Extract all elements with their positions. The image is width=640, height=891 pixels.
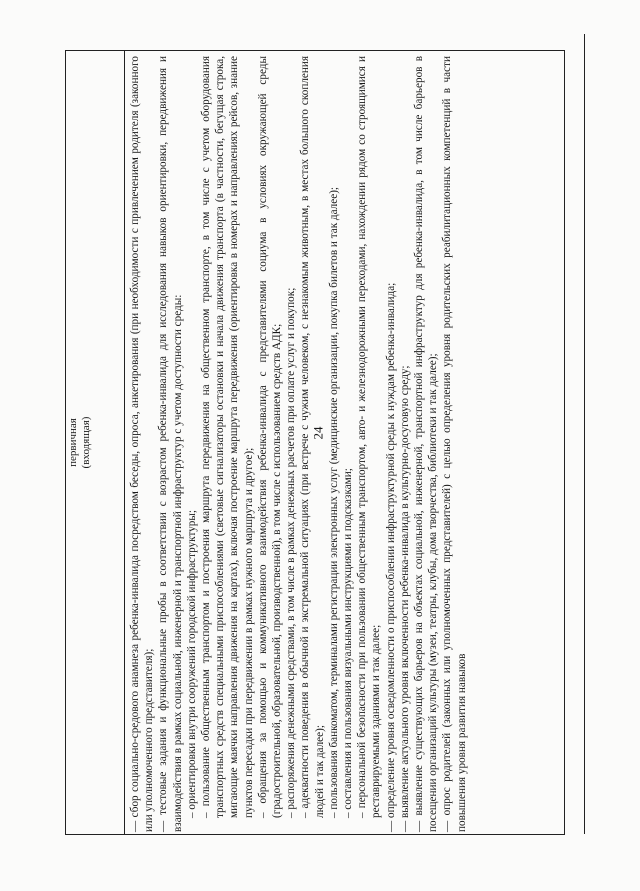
list-item: — опрос родителей (законных или уполномоченных представителей) с целью определения уровня родительских реабилитационных компетенций в части повышения уровня развития навыков	[441, 56, 468, 832]
left-column-line1: первичная	[67, 418, 79, 467]
list-item: – пользование общественным транспортом и построения маршрута передвижения на общественном транспорте, в том числе с учетом оборудования транспортных средств специальными приспособлениями (световые сигнализаторы остановки и начала движения транспорта (в частности, бегущая строка, мигающие маячки направления движения на картах), включая построение маршрута передвижения (ориентировка в номерах и направлениях рейсов, знание пунктов пересадки при передвижении в рамках нужного маршрута и другое);	[200, 56, 255, 818]
table-right-border	[584, 34, 585, 834]
list-item: – пользования банкоматом, терминалами регистрации электронных услуг (медицинские организации, покупка билетов и так далее);	[327, 186, 340, 818]
list-item: – составления и пользования визуальными инструкциями и подсказками;	[342, 468, 355, 818]
list-item: — выявление актуального уровня включенности ребенка-инвалида в культурно-досуговую среду;	[398, 365, 411, 832]
list-item: – обращения за помощью и коммуникативного взаимодействия ребенка-инвалида с представителями социума в условиях окружающей среды (градостроительной, образовательной, производственной), в том числе с использованием средств АДК;	[256, 56, 284, 818]
list-item: — тестовые задания и функциональные пробы в соответствии с возрастом ребенка-инвалида для исследования навыков ориентировки, передвижения и взаимодействия в рамках социальной, инженерной и транспортной инфраструктур с учетом доступности среды:	[157, 56, 184, 832]
list-item: – распоряжения денежными средствами, в том числе в рамках денежных расчетов при оплате услуг и покупок;	[285, 287, 298, 818]
list-item: – персональной безопасности при пользовании общественным транспортом, авто- и железнодорожными переходами, нахождении рядом со строящимися и реставрируемыми зданиями и так далее;	[356, 56, 383, 818]
list-item: — определение уровня осведомленности о приспособлении инфраструктурной среды к нуждам ребенка-инвалида;	[384, 282, 397, 832]
left-column-cell	[65, 50, 125, 835]
list-item: — сбор социально-средового анамнеза ребенка-инвалида посредством беседы, опроса, анкетирования (при необходимости с привлечением родителя (законного или уполномоченного представителя);	[129, 56, 156, 832]
left-column-line2: (входящая)	[80, 416, 92, 469]
list-item: – адекватности поведения в обычной и экстремальной ситуациях (при встрече с чужим человеком, с незнакомым животным, в местах большого скопления людей и так далее);	[299, 56, 326, 818]
list-item: – ориентировки внутри сооружений городской инфраструктуры;	[185, 509, 198, 818]
list-item: — выявление существующих барьеров на объектах социальной, инженерной, транспортной инфраструктур для ребенка-инвалида, в том числе барьеров в посещении организаций культуры (музеи, театры, клубы, дома творчества, библиотеки и так далее);	[413, 56, 440, 832]
table-content-cell	[125, 50, 565, 835]
rotated-table	[65, 50, 565, 835]
page-number-text: 24	[310, 426, 325, 440]
